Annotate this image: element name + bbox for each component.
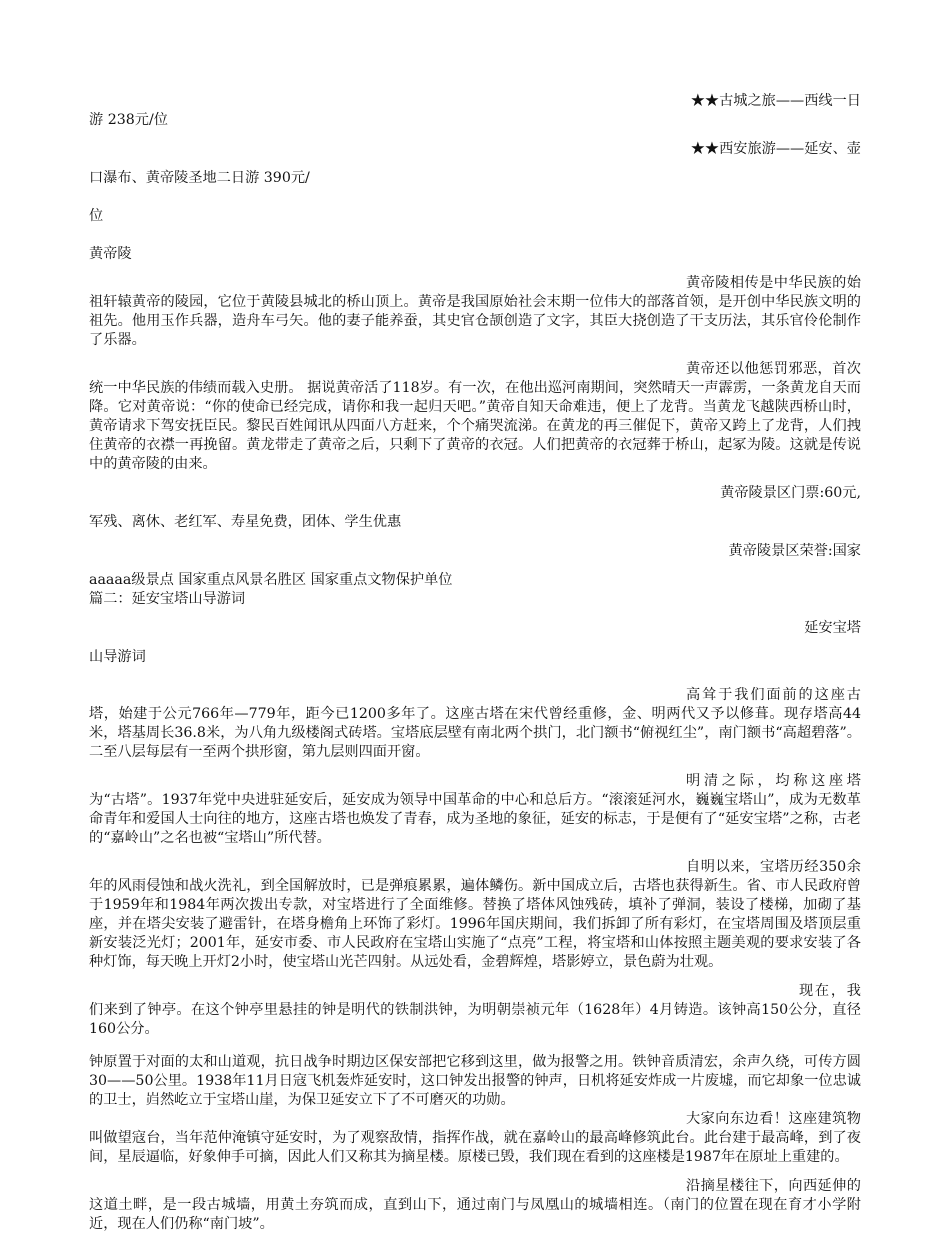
tour-offer-1-line-a: ★★古城之旅——西线一日 — [690, 93, 861, 109]
baotashan-paragraph-7: 沿摘星楼往下，向西延伸的这道土畔，是一段古城墙，用黄土夯筑而成，直到山下，通过南门与凤凰山的城墙相连。（南门的位置在现在育才小学附近，现在人们仍称“南门坡”。 — [89, 1178, 861, 1232]
subtitle-line-a: 延安宝塔 — [804, 620, 861, 636]
subtitle-line-b: 山导游词 — [89, 649, 146, 665]
document-page — [89, 92, 861, 1234]
baotashan-paragraph-5: 钟原置于对面的太和山道观，抗日战争时期边区保安部把它移到这里，做为报警之用。铁钟音质清宏，余声久绕，可传方圆30——50公里。1938年11月日寇飞机轰炸延安时，这口钟发出报警的钟声，日机将延安炸成一片废墟，而它却象一位忠诚的卫士，岿然屹立于宝塔山崖，为保卫延安立下了不可磨灭的功勋。 — [89, 1054, 861, 1108]
honor-info-line-a: 黄帝陵景区荣誉:国家 — [728, 543, 861, 559]
section-title-huangdiling: 黄帝陵 — [89, 246, 132, 262]
baotashan-paragraph-4: 现在，我们来到了钟亭。在这个钟亭里悬挂的钟是明代的铁制洪钟，为明朝崇祯元年（1628年）4月铸造。该钟高150公分，直径160公分。 — [89, 983, 861, 1037]
tour-offer-1-line-b: 游 238元/位 — [89, 112, 168, 128]
tour-offer-2-line-b: 口瀑布、黄帝陵圣地二日游 390元/ — [89, 170, 310, 186]
baotashan-paragraph-1: 高耸于我们面前的这座古塔，始建于公元766年—779年，距今已1200多年了。这座古塔在宋代曾经重修，金、明两代又予以修葺。现存塔高44米，塔基周长36.8米，为八角九级楼阁式砖塔。宝塔底层壁有南北两个拱门，北门额书“俯视红尘”，南门额书“高超碧落”。二至八层每层有一至两个拱形窗，第九层则四面开窗。 — [89, 687, 861, 760]
baotashan-paragraph-3: 自明以来，宝塔历经350余年的风雨侵蚀和战火洗礼，到全国解放时，已是弹痕累累，遍体鳞伤。新中国成立后，古塔也获得新生。省、市人民政府曾于1959年和1984年两次拨出专款，对宝塔进行了全面维修。替换了塔体风蚀残砖，填补了弹洞，装设了楼梯，加砌了基座，并在塔尖安装了避雷针，在塔身檐角上环饰了彩灯。1996年国庆期间，我们拆卸了所有彩灯，在宝塔周围及塔顶层重新安装泛光灯；2001年，延安市委、市人民政府在宝塔山实施了“点亮”工程，将宝塔和山体按照主题美观的要求安装了各种灯饰，每天晚上开灯2小时，使宝塔山光芒四射。从远处看，金碧辉煌，塔影婷立，景色蔚为壮观。 — [89, 859, 861, 970]
ticket-info-line-b: 军残、离休、老红军、寿星免费，团体、学生优惠 — [89, 514, 402, 530]
honor-info-line-b: aaaaa级景点 国家重点风景名胜区 国家重点文物保护单位 — [89, 572, 453, 588]
baotashan-paragraph-2: 明清之际，均称这座塔为“古塔”。1937年党中央进驻延安后，延安成为领导中国革命的中心和总后方。“滚滚延河水，巍巍宝塔山”，成为无数革命青年和爱国人士向往的地方，这座古塔也焕发了青春，成为圣地的象征，延安的标志，于是便有了“延安宝塔”之称，古老的“嘉岭山”之名也被“宝塔山”所代替。 — [89, 773, 861, 846]
ticket-info-line-a: 黄帝陵景区门票:60元, — [720, 485, 861, 501]
tour-offer-2-line-c: 位 — [89, 208, 104, 224]
tour-offer-2-line-a: ★★西安旅游——延安、壶 — [690, 141, 861, 157]
baotashan-paragraph-6: 大家向东边看！这座建筑物叫做望寇台，当年范仲淹镇守延安时，为了观察敌情，指挥作战，就在嘉岭山的最高峰修筑此台。此台建于最高峰，到了夜间，星辰逼临，好象伸手可摘，因此人们又称其为摘星楼。原楼已毁，我们现在看到的这座楼是1987年在原址上重建的。 — [89, 1111, 861, 1165]
huangdiling-paragraph-1: 黄帝陵相传是中华民族的始祖轩辕黄帝的陵园，它位于黄陵县城北的桥山顶上。黄帝是我国原始社会末期一位伟大的部落首领，是开创中华民族文明的祖先。他用玉作兵器，造舟车弓矢。他的妻子能养蚕，其史官仓颉创造了文字，其臣大挠创造了干支历法，其乐官伶伦制作了乐器。 — [89, 275, 861, 348]
section-heading-pian2: 篇二：延安宝塔山导游词 — [89, 591, 246, 607]
huangdiling-paragraph-2: 黄帝还以他惩罚邪恶，首次统一中华民族的伟绩而载入史册。 据说黄帝活了118岁。有一次，在他出巡河南期间，突然晴天一声霹雳，一条黄龙自天而降。它对黄帝说：“你的使命已经完成，请你和我一起归天吧。”黄帝自知天命难违，便上了龙背。当黄龙飞越陕西桥山时，黄帝请求下驾安抚臣民。黎民百姓闻讯从四面八方赶来，个个痛哭流涕。在黄龙的再三催促下，黄帝又跨上了龙背，人们拽住黄帝的衣襟一再挽留。黄龙带走了黄帝之后，只剩下了黄帝的衣冠。人们把黄帝的衣冠葬于桥山，起冢为陵。这就是传说中的黄帝陵的由来。 — [89, 361, 861, 472]
